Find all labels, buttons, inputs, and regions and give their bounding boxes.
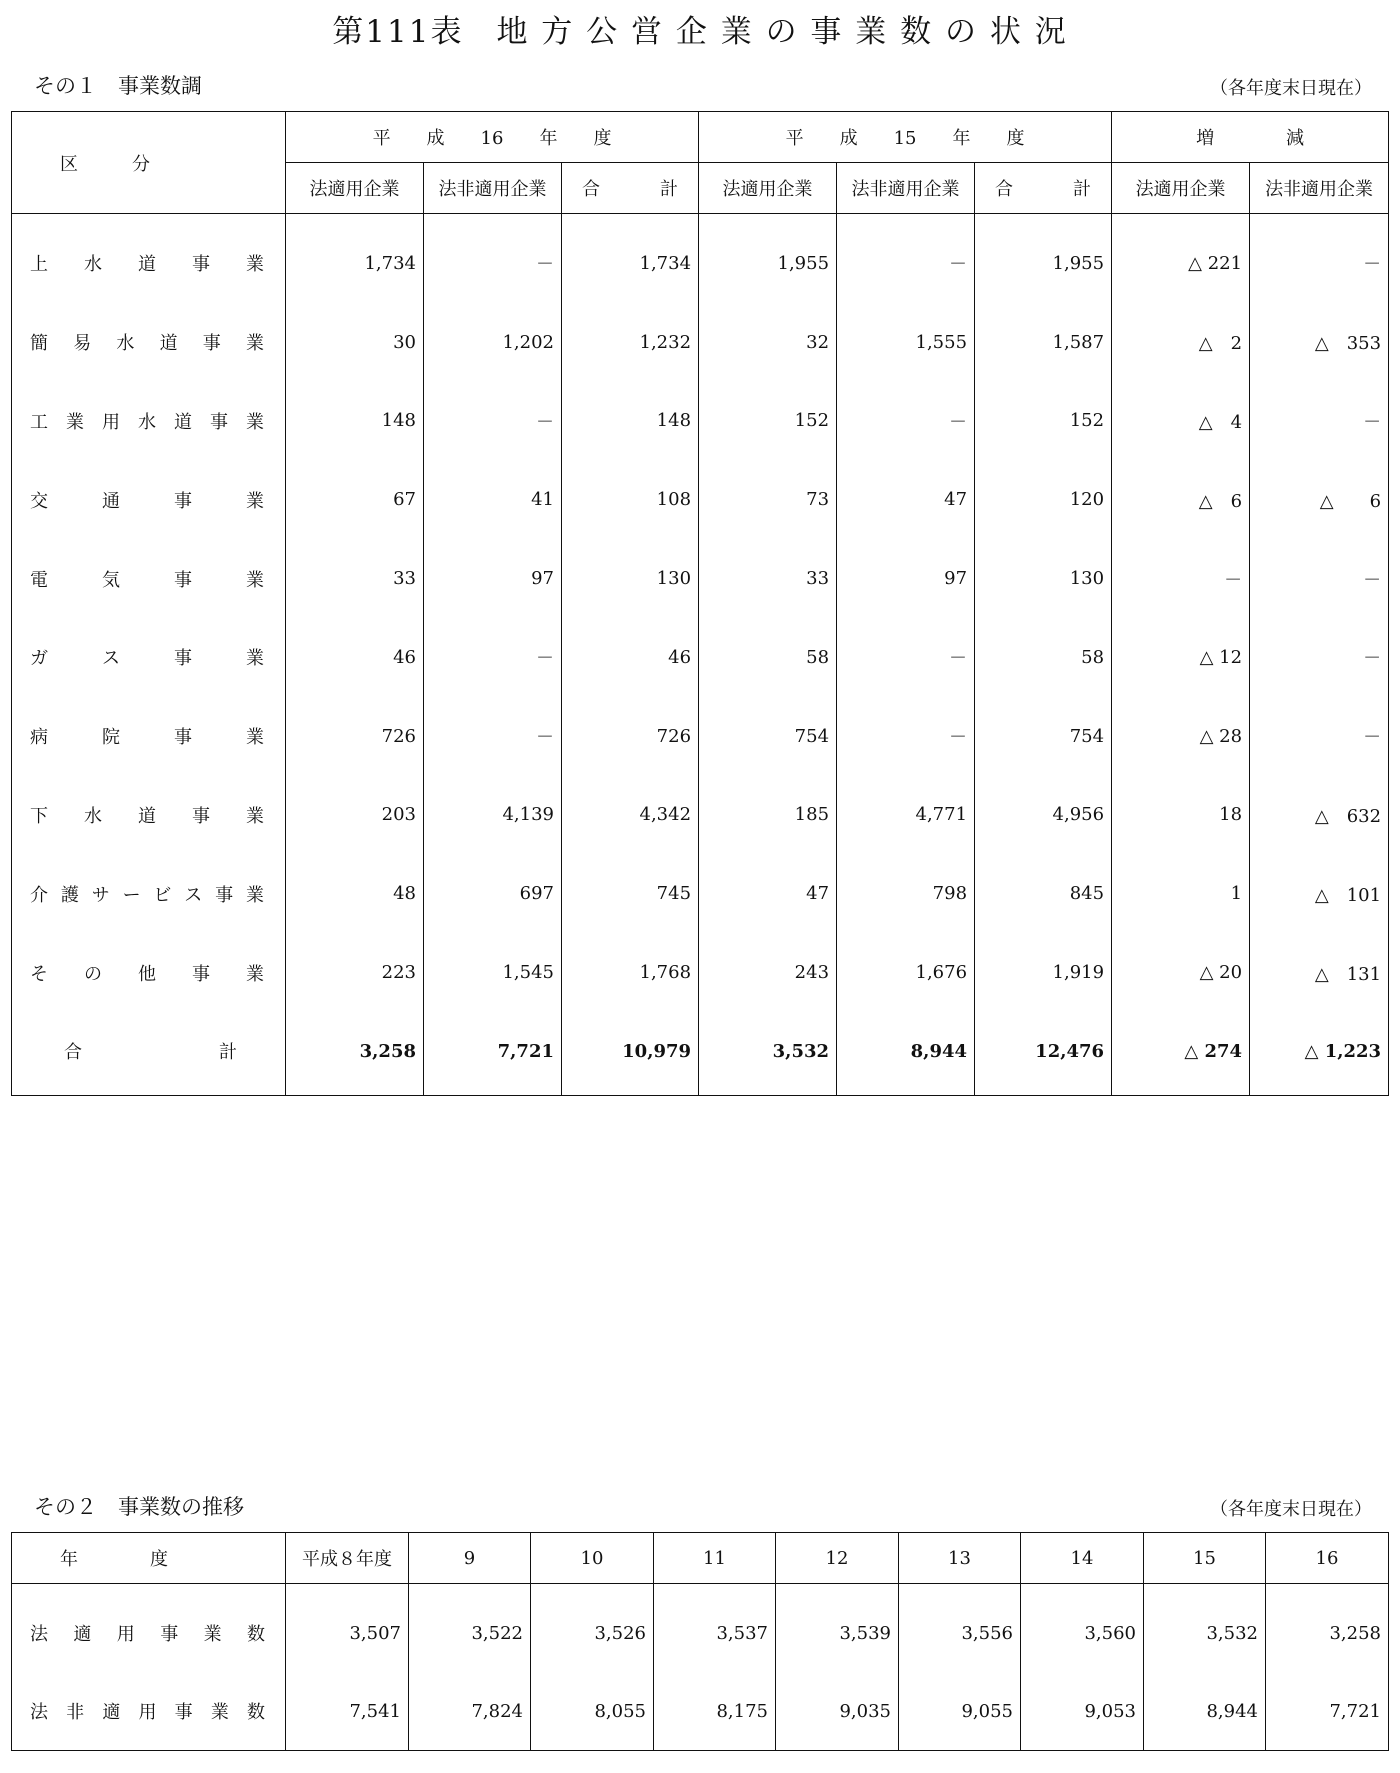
table-cell: 8,175: [654, 1672, 776, 1751]
table-cell: 185: [699, 776, 837, 855]
table-cell: 3,258: [1266, 1584, 1389, 1673]
table-cell: 3,507: [286, 1584, 409, 1673]
table-cell: 148: [562, 382, 699, 461]
category-header: 区 分: [12, 112, 286, 214]
table-cell: 10,979: [562, 1012, 699, 1095]
table-cell: 726: [286, 697, 424, 776]
table-cell: －: [837, 214, 975, 303]
table-cell: 30: [286, 303, 424, 382]
table-cell: 3,556: [899, 1584, 1021, 1673]
table-cell: 130: [975, 539, 1112, 618]
table-cell: 3,532: [699, 1012, 837, 1095]
table-cell: △ 221: [1112, 214, 1250, 303]
table-cell: 8,944: [837, 1012, 975, 1095]
table-cell: 243: [699, 933, 837, 1012]
table-cell: 18: [1112, 776, 1250, 855]
table-cell: －: [424, 382, 562, 461]
year-header-cell: 9: [409, 1533, 531, 1584]
year-header-cell: 15: [1144, 1533, 1266, 1584]
business-trend-table: [11, 1532, 1389, 1751]
table-cell: △ 6: [1250, 460, 1389, 539]
row-label: 上水道事業: [30, 254, 265, 276]
table-cell: 47: [699, 854, 837, 933]
table-row: [12, 460, 1389, 539]
table-cell: －: [1250, 382, 1389, 461]
row-label: 簡易水道事業: [30, 333, 265, 355]
page-title: 第111表 地 方 公 営 企 業 の 事 業 数 の 状 況: [332, 14, 1068, 50]
change-header: 増 減: [1112, 112, 1389, 163]
total-label: 合計: [64, 1042, 237, 1064]
table-cell: －: [1112, 539, 1250, 618]
table-row: [12, 933, 1389, 1012]
year-header-cell: 12: [776, 1533, 899, 1584]
year-header: 年 度: [12, 1533, 286, 1584]
table-cell: 7,721: [424, 1012, 562, 1095]
table-cell: 4,771: [837, 776, 975, 855]
table-cell: 1,232: [562, 303, 699, 382]
year-header-cell: 16: [1266, 1533, 1389, 1584]
table-row: [12, 618, 1389, 697]
table-cell: 152: [699, 382, 837, 461]
row-label: 介護サービス事業: [30, 884, 265, 906]
table-cell: 4,342: [562, 776, 699, 855]
table-row: [12, 776, 1389, 855]
table-cell: －: [837, 618, 975, 697]
part2-subtitle: その２ 事業数の推移: [34, 1495, 244, 1519]
table-cell: 1,734: [562, 214, 699, 303]
table-cell: 120: [975, 460, 1112, 539]
table-cell: 46: [286, 618, 424, 697]
table-cell: 97: [424, 539, 562, 618]
table-row: [12, 697, 1389, 776]
table-cell: 1,734: [286, 214, 424, 303]
year-header-cell: 11: [654, 1533, 776, 1584]
table-cell: 48: [286, 854, 424, 933]
fy16-applied-header: 法適用企業: [286, 163, 424, 214]
table-cell: －: [837, 382, 975, 461]
part2-date-note: （各年度末日現在）: [1210, 1499, 1372, 1520]
fy15-header: 平 成 15 年 度: [699, 112, 1112, 163]
total-row: [12, 1012, 1389, 1095]
table-cell: △ 28: [1112, 697, 1250, 776]
table-cell: 7,824: [409, 1672, 531, 1751]
table-cell: 58: [975, 618, 1112, 697]
table-cell: △ 632: [1250, 776, 1389, 855]
table-cell: 41: [424, 460, 562, 539]
table-cell: 3,532: [1144, 1584, 1266, 1673]
table-cell: 67: [286, 460, 424, 539]
table-cell: 3,537: [654, 1584, 776, 1673]
table-cell: 754: [699, 697, 837, 776]
table-cell: 4,956: [975, 776, 1112, 855]
table-cell: －: [837, 697, 975, 776]
table-cell: 33: [699, 539, 837, 618]
part1-subtitle: その１ 事業数調: [34, 74, 202, 98]
row-label: 交通事業: [30, 490, 265, 512]
table-cell: 7,721: [1266, 1672, 1389, 1751]
row-label: 工業用水道事業: [30, 411, 265, 433]
change-non-applied-header: 法非適用企業: [1250, 163, 1389, 214]
fy16-non-applied-header: 法非適用企業: [424, 163, 562, 214]
table-cell: △ 20: [1112, 933, 1250, 1012]
table-row: [12, 1672, 1389, 1751]
table-cell: △ 1,223: [1250, 1012, 1389, 1095]
table-cell: 1,955: [975, 214, 1112, 303]
table-cell: 754: [975, 697, 1112, 776]
table-cell: －: [424, 618, 562, 697]
table-cell: 1,676: [837, 933, 975, 1012]
table-row: [12, 303, 1389, 382]
table-cell: 4,139: [424, 776, 562, 855]
table-cell: 58: [699, 618, 837, 697]
table-cell: 745: [562, 854, 699, 933]
table-cell: 152: [975, 382, 1112, 461]
year-header-cell: 13: [899, 1533, 1021, 1584]
table-cell: 726: [562, 697, 699, 776]
row-label: 下水道事業: [30, 805, 265, 827]
table-cell: 9,035: [776, 1672, 899, 1751]
table-cell: 845: [975, 854, 1112, 933]
fy16-total-header: 合計: [562, 163, 699, 214]
table-cell: 1,919: [975, 933, 1112, 1012]
table-cell: 697: [424, 854, 562, 933]
table-row: [12, 1584, 1389, 1673]
row-label: 法非適用事業数: [30, 1702, 265, 1723]
table-cell: 8,055: [531, 1672, 654, 1751]
table-cell: 12,476: [975, 1012, 1112, 1095]
table-cell: －: [1250, 214, 1389, 303]
table-cell: －: [424, 697, 562, 776]
table-cell: 798: [837, 854, 975, 933]
table-cell: －: [1250, 618, 1389, 697]
table-cell: 1,202: [424, 303, 562, 382]
table-cell: －: [424, 214, 562, 303]
year-header-cell: 14: [1021, 1533, 1144, 1584]
table-cell: 1,768: [562, 933, 699, 1012]
table-cell: 3,560: [1021, 1584, 1144, 1673]
table-row: [12, 382, 1389, 461]
table-cell: 8,944: [1144, 1672, 1266, 1751]
table-row: [12, 539, 1389, 618]
change-applied-header: 法適用企業: [1112, 163, 1250, 214]
table-cell: 108: [562, 460, 699, 539]
row-label: ガス事業: [30, 648, 265, 670]
table-cell: 223: [286, 933, 424, 1012]
table-cell: △ 101: [1250, 854, 1389, 933]
row-label: 病院事業: [30, 727, 265, 749]
table-cell: 97: [837, 539, 975, 618]
fy15-non-applied-header: 法非適用企業: [837, 163, 975, 214]
table-cell: 3,526: [531, 1584, 654, 1673]
table-cell: △ 274: [1112, 1012, 1250, 1095]
table-cell: 7,541: [286, 1672, 409, 1751]
table-cell: 46: [562, 618, 699, 697]
table-cell: 203: [286, 776, 424, 855]
table-cell: 3,539: [776, 1584, 899, 1673]
table-cell: 73: [699, 460, 837, 539]
table-cell: 9,053: [1021, 1672, 1144, 1751]
fy15-total-header: 合計: [975, 163, 1112, 214]
table-cell: 1,545: [424, 933, 562, 1012]
table-cell: 130: [562, 539, 699, 618]
row-label: その他事業: [30, 963, 265, 985]
table-cell: 47: [837, 460, 975, 539]
table-cell: 1,587: [975, 303, 1112, 382]
table-cell: 32: [699, 303, 837, 382]
table-cell: 3,522: [409, 1584, 531, 1673]
table-cell: 9,055: [899, 1672, 1021, 1751]
table-cell: 1,955: [699, 214, 837, 303]
table-cell: 3,258: [286, 1012, 424, 1095]
year-header-cell: 10: [531, 1533, 654, 1584]
table-cell: △ 353: [1250, 303, 1389, 382]
fy15-applied-header: 法適用企業: [699, 163, 837, 214]
fy16-header: 平 成 16 年 度: [286, 112, 699, 163]
table-cell: 1: [1112, 854, 1250, 933]
table-row: [12, 854, 1389, 933]
table-cell: －: [1250, 539, 1389, 618]
table-cell: △ 2: [1112, 303, 1250, 382]
table-cell: 33: [286, 539, 424, 618]
table-cell: △ 131: [1250, 933, 1389, 1012]
table-cell: 1,555: [837, 303, 975, 382]
table-cell: △ 4: [1112, 382, 1250, 461]
table-cell: △ 12: [1112, 618, 1250, 697]
table-cell: －: [1250, 697, 1389, 776]
table-cell: 148: [286, 382, 424, 461]
business-count-table: [11, 111, 1389, 1096]
part1-date-note: （各年度末日現在）: [1210, 78, 1372, 99]
row-label: 電気事業: [30, 569, 265, 591]
table-row: [12, 214, 1389, 303]
row-label: 法適用事業数: [30, 1624, 265, 1645]
year-header-cell: 平成８年度: [286, 1533, 409, 1584]
table-cell: △ 6: [1112, 460, 1250, 539]
